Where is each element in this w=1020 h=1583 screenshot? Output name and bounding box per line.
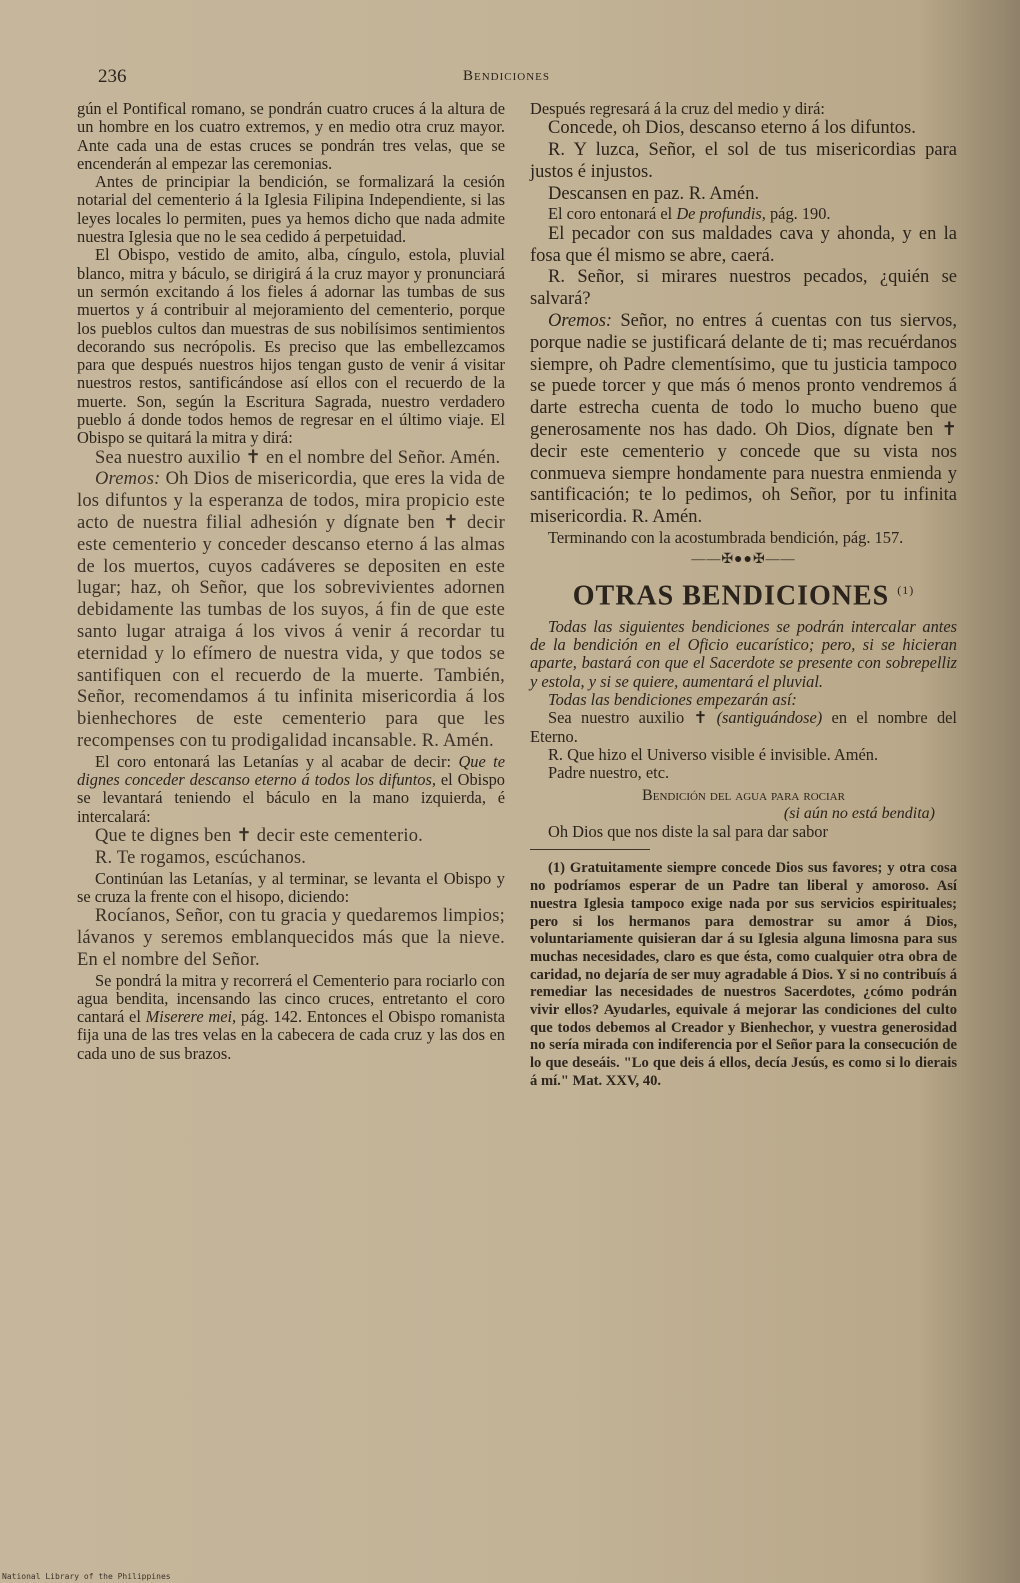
running-head: Bendiciones — [463, 68, 550, 84]
prayer-text: El pecador con sus maldades cava y ahonda, y en la fosa que él mismo se abre, caerá. — [530, 223, 957, 266]
prayer-text — [77, 469, 505, 752]
section-title — [530, 574, 957, 612]
oremos-label: Oremos: — [548, 310, 613, 331]
prayer-text: Padre nuestro, etc. — [548, 763, 670, 783]
rubric-italic: Miserere mei, — [145, 1007, 237, 1027]
prayer-text: Descansen en paz. R. Amén. — [548, 183, 760, 204]
rubric-text: El coro entonará el — [548, 204, 677, 224]
prayer-body: Oh Dios de misericordia, que eres la vida de los difuntos y la esperanza de todos, mira propicio este acto de nuestra filial adhesión y dígnate ben ✝ decir este cementerio y conceder descanso eterno á las almas de los muertos, cuyos cadáveres se depositen en este lugar; haz, oh Señor, que los sobrevivientes adornen debidamente las tumbas de los suyos, á fin de que este santo lugar atraiga á los vivos á venir á recordar tu eternidad y lo efímero de nuestra vida, y que todos se santifiquen con el recuerdo de la muerte. También, Señor, recomendamos á tu infinita misericordia á los bienhechores de este cementerio para que les recompenses con tu prodigalidad incansable. R. Amén. — [77, 469, 505, 751]
rubric: Continúan las Letanías, y al terminar, se levanta el Obispo y se cruza la frente con el hisopo, diciendo: — [77, 868, 505, 906]
prayer-text — [530, 709, 957, 746]
prayer-text: Concede, oh Dios, descanso eterno á los difuntos. — [548, 118, 916, 139]
rubric-text: Se pondrá la mitra y recorrerá el Cementerio para rociarlo con agua bendita, incensando las cinco cruces, entretanto el coro cantará el — [77, 970, 505, 1027]
oremos-label: Oremos: — [95, 469, 161, 490]
prayer-body: en el nombre del Eterno. — [530, 708, 957, 746]
prayer-text: Que te dignes ben ✝ decir este cementerio. — [95, 825, 423, 846]
left-column — [77, 100, 505, 1063]
rubric-italic: Todas las siguientes bendiciones se podrán intercalar antes de la bendición en el Oficio eucarístico; pero, si se hicieran aparte, bastará con que el Sacerdote se presente con sobrepelliz y estola, y si se quiere, aumentará el pluvial. — [530, 616, 957, 691]
response-text: R. Señor, si mirares nuestros pecados, ¿quién se salvará? — [530, 267, 957, 310]
prayer-body: Señor, no entres á cuentas con tus siervos, porque nadie se justificará delante de ti; mas recuérdanos siempre, oh Padre clementísimo, que tu justicia tampoco se puede torcer y que más ó menos pronto vendremos á darte estrecha cuenta de todo lo mucho bueno que generosamente nos has dado. Oh Dios, dígnate ben ✝ decir este cementerio y concede que su vista nos conmueva siempre hondamente para nuestra enmienda y santificación; te lo pedimos, oh Señor, por tu infinita misericordia. R. Amén. — [530, 310, 957, 528]
prayer-text — [530, 311, 957, 529]
subsection-note: (si aún no está bendita) — [783, 804, 935, 822]
footnote-rule — [530, 849, 650, 850]
page-number: 236 — [98, 66, 127, 87]
paragraph: El Obispo, vestido de amito, alba, cíngulo, estola, pluvial blanco, mitra y báculo, se dirigirá á la cruz mayor y pronunciará un sermón excitando á los fieles á adornar las tumbas de sus muertos y á contribuir al mejoramiento del cementerio, porque los pueblos cultos dan muestras de sus nobilísimos sentimientos decorando sus necrópolis. Es preciso que las embellezcamos para que después nuestros hijos tengan gusto de venir á visitar nuestros restos, santificándose así ellos con el recuerdo de la muerte. Son, según la Escritura Sagrada, nuestro verdadero pueblo á donde todos hemos de regresar en el último viaje. El Obispo se quitará la mitra y dirá: — [77, 245, 505, 448]
rubric-text: el Obispo se levantará teniendo el báculo en la mano izquierda, é intercalará: — [77, 770, 505, 826]
rubric-text: El coro entonará las Letanías y al acabar de decir: — [95, 751, 459, 771]
library-credit: National Library of the Philippines — [2, 1572, 171, 1581]
page-header — [98, 66, 948, 88]
footnote-ref: (1) — [897, 582, 915, 597]
prayer-body: Sea nuestro auxilio ✝ — [548, 708, 717, 728]
rubric-text: pág. 190. — [765, 204, 831, 224]
rubric-italic: (santiguándose) — [716, 708, 823, 728]
rubric: Después regresará á la cruz del medio y dirá: — [530, 99, 825, 118]
right-column — [530, 100, 957, 1091]
rubric-italic: Todas las bendiciones empezarán así: — [548, 690, 797, 710]
paragraph: Antes de principiar la bendición, se formalizará la cesión notarial del cementerio á la Iglesia Filipina Independiente, si las leyes locales lo permiten, pues ya hemos dicho que nada admite nuestra Iglesia que no le sea cedido á perpetuidad. — [77, 172, 505, 247]
response-text: R. Que hizo el Universo visible é invisible. Amén. — [548, 744, 879, 764]
rubric: Terminando con la acostumbrada bendición, pág. 157. — [548, 527, 904, 547]
section-title-text: OTRAS BENDICIONES — [572, 579, 890, 611]
prayer-text: Rocíanos, Señor, con tu gracia y quedaremos limpios; lávanos y seremos emblanquecidos más que la nieve. En el nombre del Señor. — [77, 906, 505, 970]
prayer-text: Oh Dios que nos diste la sal para dar sabor — [548, 822, 828, 842]
rubric — [530, 205, 957, 223]
ornament-divider: ——✠●●✠—— — [691, 552, 796, 568]
rubric — [77, 753, 505, 826]
subsection-heading: Bendición del agua para rociar — [642, 786, 845, 804]
rubric-italic: De profundis, — [676, 204, 766, 224]
rubric-italic: Que te dignes conceder descanso eterno á todos los difuntos, — [77, 751, 506, 790]
rubric-text: pág. 142. Entonces el Obispo romanista fija una de las tres velas en la cabecera de cada cruz y las dos en cada uno de sus brazos. — [77, 1007, 505, 1063]
response-text: R. Te rogamos, escúchanos. — [95, 847, 307, 868]
rubric — [77, 972, 505, 1063]
footnote: (1) Gratuitamente siempre concede Dios sus favores; y otra cosa no podríamos esperar de un Padre tan liberal y amoroso. Así nuestra Iglesia tampoco exige nada por sus servicios espirituales; pero si los hermanos para demostrar su amor á Dios, voluntariamente quisieran dar á su Iglesia alguna limosna para sus muchas necesidades, claro es que ésta, como cualquier otra obra de caridad, no dejaría de ser muy agradable á Dios. Y si no contribuís á remediar las necesidades de nuestros Sacerdotes, ¿cómo podrán vivir ellos? Ayudarles, equivale á mejorar las condiciones del culto que todos debemos al Creador y Bienhechor, y vuestra generosidad no sería mirada con indiferencia por el Señor para la consecución de lo que deseáis. "Lo que deis á ellos, decía Jesús, es como si lo dierais á mí." Mat. XXV, 40. — [530, 860, 957, 1089]
paragraph: gún el Pontifical romano, se pondrán cuatro cruces á la altura de un hombre en los cuatro extremos, y en medio otra cruz mayor. Ante cada una de estas cruces se pondrán tres velas, que se encenderán al empezar las ceremonias. — [77, 99, 505, 173]
response-text: R. Y luzca, Señor, el sol de tus misericordias para justos é injustos. — [530, 140, 957, 182]
prayer-text: Sea nuestro auxilio ✝ en el nombre del Señor. Amén. — [95, 447, 501, 468]
